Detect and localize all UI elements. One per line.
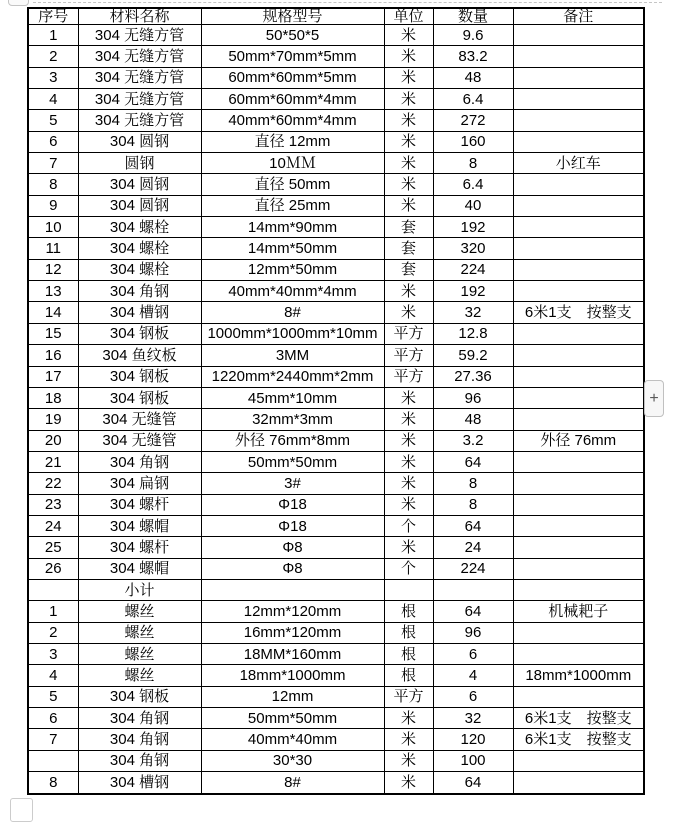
table-cell: 米 [384,451,433,472]
table-row [28,25,644,46]
table-cell: 米 [384,750,433,771]
table-cell [28,750,78,771]
table-cell: 17 [28,366,78,387]
table-row [28,622,644,643]
table-cell: 5 [28,110,78,131]
table-cell: 平方 [384,366,433,387]
table-cell: 304 无缝管 [78,409,201,430]
table-cell: 6.4 [433,89,513,110]
table-cell [201,579,384,600]
table-cell: 60mm*60mm*4mm [201,89,384,110]
table-cell: 26 [28,558,78,579]
table-cell: 224 [433,558,513,579]
table-cell: 304 螺栓 [78,238,201,259]
table-cell: 米 [384,110,433,131]
table-cell: 304 螺栓 [78,217,201,238]
table-cell: 60mm*60mm*5mm [201,67,384,88]
table-cell: 米 [384,67,433,88]
table-cell: 8# [201,302,384,323]
table-cell: 米 [384,302,433,323]
table-cell: 米 [384,494,433,515]
table-row [28,686,644,707]
table-cell: 50mm*50mm [201,451,384,472]
table-cell: 平方 [384,323,433,344]
table-cell: 64 [433,451,513,472]
table-cell: 30*30 [201,750,384,771]
table-cell: 米 [384,772,433,794]
table-cell: 304 无缝方管 [78,89,201,110]
table-cell: 5 [28,686,78,707]
table-cell: 59.2 [433,345,513,366]
table-cell [513,89,644,110]
table-row [28,643,644,664]
table-cell: 3.2 [433,430,513,451]
table-cell [513,643,644,664]
table-handle-partial-top[interactable] [8,0,29,6]
table-cell: 米 [384,46,433,67]
table-cell: 螺丝 [78,643,201,664]
table-cell: 12 [28,259,78,280]
table-cell: 米 [384,430,433,451]
column-header-0: 序号 [28,8,78,25]
table-cell: 直径 50mm [201,174,384,195]
table-row [28,217,644,238]
table-cell: 米 [384,153,433,174]
table-row [28,750,644,771]
table-cell: 4 [28,89,78,110]
table-cell: 40 [433,195,513,216]
table-cell: 6 [28,131,78,152]
table-row [28,345,644,366]
table-cell: 32mm*3mm [201,409,384,430]
table-cell: 螺丝 [78,665,201,686]
table-row [28,238,644,259]
table-cell: 6 [433,643,513,664]
table-cell [513,366,644,387]
table-cell: 4 [28,665,78,686]
table-cell: 16mm*120mm [201,622,384,643]
table-row [28,537,644,558]
table-cell: 6.4 [433,174,513,195]
table-cell: 272 [433,110,513,131]
table-cell: 8 [433,494,513,515]
table-cell: 32 [433,708,513,729]
table-row [28,195,644,216]
table-cell [513,750,644,771]
table-cell: 18MM*160mm [201,643,384,664]
table-cell [513,323,644,344]
table-cell: 304 钢板 [78,323,201,344]
table-cell: 304 螺栓 [78,259,201,280]
table-cell: 8 [28,772,78,794]
table-cell: 9.6 [433,25,513,46]
table-cell: 40mm*60mm*4mm [201,110,384,131]
table-cell: 10 [28,217,78,238]
table-cell: 14 [28,302,78,323]
table-cell: 304 无缝方管 [78,67,201,88]
table-cell: 小红车 [513,153,644,174]
table-cell: 304 槽钢 [78,772,201,794]
table-cell: 22 [28,473,78,494]
table-cell: 304 角钢 [78,729,201,750]
table-row [28,708,644,729]
table-row [28,281,644,302]
table-cell: 6米1支 按整支 [513,729,644,750]
table-cell: 米 [384,281,433,302]
table-cell: 192 [433,217,513,238]
table-cell: 6米1支 按整支 [513,708,644,729]
table-cell: 直径 12mm [201,131,384,152]
table-row [28,46,644,67]
table-cell: 平方 [384,686,433,707]
table-cell: 32 [433,302,513,323]
table-cell: 个 [384,558,433,579]
table-cell: 10ＭＭ [201,153,384,174]
table-cell: 304 无缝方管 [78,25,201,46]
next-block-corner-partial [10,798,33,822]
table-cell: 304 钢板 [78,366,201,387]
table-cell: Φ18 [201,515,384,536]
table-cell: 小计 [78,579,201,600]
table-cell: 7 [28,153,78,174]
table-cell [513,110,644,131]
table-cell [513,281,644,302]
table-cell: 6 [433,686,513,707]
table-row [28,430,644,451]
table-cell: 根 [384,622,433,643]
table-cell: 48 [433,409,513,430]
table-cell: 100 [433,750,513,771]
table-cell [384,579,433,600]
table-row [28,494,644,515]
table-cell [513,579,644,600]
table-cell [513,387,644,408]
table-cell: 2 [28,46,78,67]
table-cell: 个 [384,515,433,536]
column-header-4: 数量 [433,8,513,25]
table-cell: 16 [28,345,78,366]
table-cell: 40mm*40mm*4mm [201,281,384,302]
table-row [28,772,644,794]
table-cell: 11 [28,238,78,259]
table-row [28,131,644,152]
table-cell: 304 无缝管 [78,430,201,451]
table-cell: 304 无缝方管 [78,46,201,67]
table-cell: 12mm*120mm [201,601,384,622]
table-cell: 米 [384,537,433,558]
table-cell [513,131,644,152]
table-cell: 直径 25mm [201,195,384,216]
table-cell: 根 [384,643,433,664]
table-cell: 螺丝 [78,601,201,622]
table-cell: 6米1支 按整支 [513,302,644,323]
table-cell: 21 [28,451,78,472]
table-cell: 米 [384,387,433,408]
table-cell: 外径 76mm*8mm [201,430,384,451]
table-cell: 13 [28,281,78,302]
table-cell: 120 [433,729,513,750]
table-cell: 50mm*50mm [201,708,384,729]
table-cell: Φ8 [201,558,384,579]
table-cell: 2 [28,622,78,643]
table-cell: 304 螺帽 [78,558,201,579]
table-cell: 304 圆钢 [78,195,201,216]
table-cell: 米 [384,89,433,110]
table-cell: 25 [28,537,78,558]
table-cell [513,494,644,515]
table-cell [513,46,644,67]
table-row [28,729,644,750]
table-cell: 304 钢板 [78,387,201,408]
table-cell [513,259,644,280]
table-cell: 1 [28,25,78,46]
table-row [28,515,644,536]
table-cell: 1000mm*1000mm*10mm [201,323,384,344]
table-cell: 304 螺杆 [78,494,201,515]
table-row [28,67,644,88]
insert-row-plus-button[interactable]: + [644,380,664,417]
table-row [28,665,644,686]
table-cell: 3 [28,643,78,664]
table-cell: 3 [28,67,78,88]
table-cell [513,409,644,430]
table-cell: 18mm*1000mm [201,665,384,686]
column-header-3: 单位 [384,8,433,25]
table-cell: 50*50*5 [201,25,384,46]
table-row [28,302,644,323]
table-row [28,409,644,430]
table-cell [513,686,644,707]
table-row [28,323,644,344]
table-cell: 圆钢 [78,153,201,174]
table-cell [513,195,644,216]
table-cell: 14mm*90mm [201,217,384,238]
table-cell: 8 [433,153,513,174]
table-cell: 304 螺帽 [78,515,201,536]
text-boundary-dashed-line [33,2,662,3]
table-cell [513,772,644,794]
table-cell: 套 [384,217,433,238]
table-cell: 1220mm*2440mm*2mm [201,366,384,387]
table-row [28,579,644,600]
table-cell: 45mm*10mm [201,387,384,408]
table-cell: 304 无缝方管 [78,110,201,131]
table-cell: 米 [384,195,433,216]
table-cell: 米 [384,409,433,430]
table-cell: 23 [28,494,78,515]
table-cell: 根 [384,601,433,622]
table-cell: 304 角钢 [78,708,201,729]
table-cell: 160 [433,131,513,152]
table-cell: 18 [28,387,78,408]
table-cell [513,345,644,366]
table-cell: 304 圆钢 [78,131,201,152]
table-row [28,153,644,174]
table-cell: 24 [433,537,513,558]
table-row [28,558,644,579]
table-cell: 9 [28,195,78,216]
table-cell: 64 [433,515,513,536]
column-header-1: 材料名称 [78,8,201,25]
table-cell [513,25,644,46]
table-cell [28,579,78,600]
table-cell: 1 [28,601,78,622]
table-cell: 12mm [201,686,384,707]
table-row [28,259,644,280]
table-cell: 64 [433,601,513,622]
table-cell: 304 角钢 [78,451,201,472]
table-row [28,110,644,131]
table-cell: 18mm*1000mm [513,665,644,686]
table-row [28,89,644,110]
table-cell: 15 [28,323,78,344]
table-cell [513,451,644,472]
table-cell: 米 [384,473,433,494]
table-cell: 83.2 [433,46,513,67]
table-cell: 64 [433,772,513,794]
table-cell: 米 [384,708,433,729]
table-cell: 96 [433,387,513,408]
table-cell: 48 [433,67,513,88]
table-cell: Φ8 [201,537,384,558]
table-cell: 米 [384,729,433,750]
table-cell: 8# [201,772,384,794]
table-cell [513,67,644,88]
table-cell: 40mm*40mm [201,729,384,750]
table-cell [513,558,644,579]
table-cell: 米 [384,174,433,195]
table-cell: 20 [28,430,78,451]
table-cell: 19 [28,409,78,430]
table-cell: Φ18 [201,494,384,515]
table-cell: 224 [433,259,513,280]
table-cell [513,217,644,238]
table-cell: 96 [433,622,513,643]
table-cell: 8 [28,174,78,195]
table-row [28,451,644,472]
materials-table [27,7,645,795]
table-cell: 320 [433,238,513,259]
table-cell: 米 [384,25,433,46]
column-header-5: 备注 [513,8,644,25]
table-cell: 304 扁钢 [78,473,201,494]
table-cell [513,473,644,494]
table-cell: 27.36 [433,366,513,387]
table-cell: 7 [28,729,78,750]
table-cell: 304 钢板 [78,686,201,707]
table-cell: 6 [28,708,78,729]
table-cell: 304 螺杆 [78,537,201,558]
table-cell: 304 圆钢 [78,174,201,195]
table-cell: 3MM [201,345,384,366]
table-cell: 14mm*50mm [201,238,384,259]
header-row [28,8,644,25]
table-cell: 12mm*50mm [201,259,384,280]
table-cell: 192 [433,281,513,302]
table-cell [513,515,644,536]
table-row [28,601,644,622]
table-cell: 24 [28,515,78,536]
table-cell: 304 鱼纹板 [78,345,201,366]
table-cell: 螺丝 [78,622,201,643]
table-cell [513,537,644,558]
table-cell: 根 [384,665,433,686]
table-cell: 机械耙子 [513,601,644,622]
table-cell: 304 槽钢 [78,302,201,323]
table-cell: 套 [384,238,433,259]
table-cell [513,622,644,643]
column-header-2: 规格型号 [201,8,384,25]
table-cell: 304 角钢 [78,750,201,771]
table-cell: 4 [433,665,513,686]
table-cell [513,238,644,259]
table-cell: 套 [384,259,433,280]
table-cell: 8 [433,473,513,494]
table-cell: 50mm*70mm*5mm [201,46,384,67]
table-row [28,174,644,195]
table-row [28,473,644,494]
table-cell: 外径 76mm [513,430,644,451]
table-row [28,387,644,408]
table-cell: 3# [201,473,384,494]
table-cell: 12.8 [433,323,513,344]
table-cell: 米 [384,131,433,152]
table-cell [433,579,513,600]
table-cell: 304 角钢 [78,281,201,302]
table-row [28,366,644,387]
table-cell: 平方 [384,345,433,366]
table-cell [513,174,644,195]
